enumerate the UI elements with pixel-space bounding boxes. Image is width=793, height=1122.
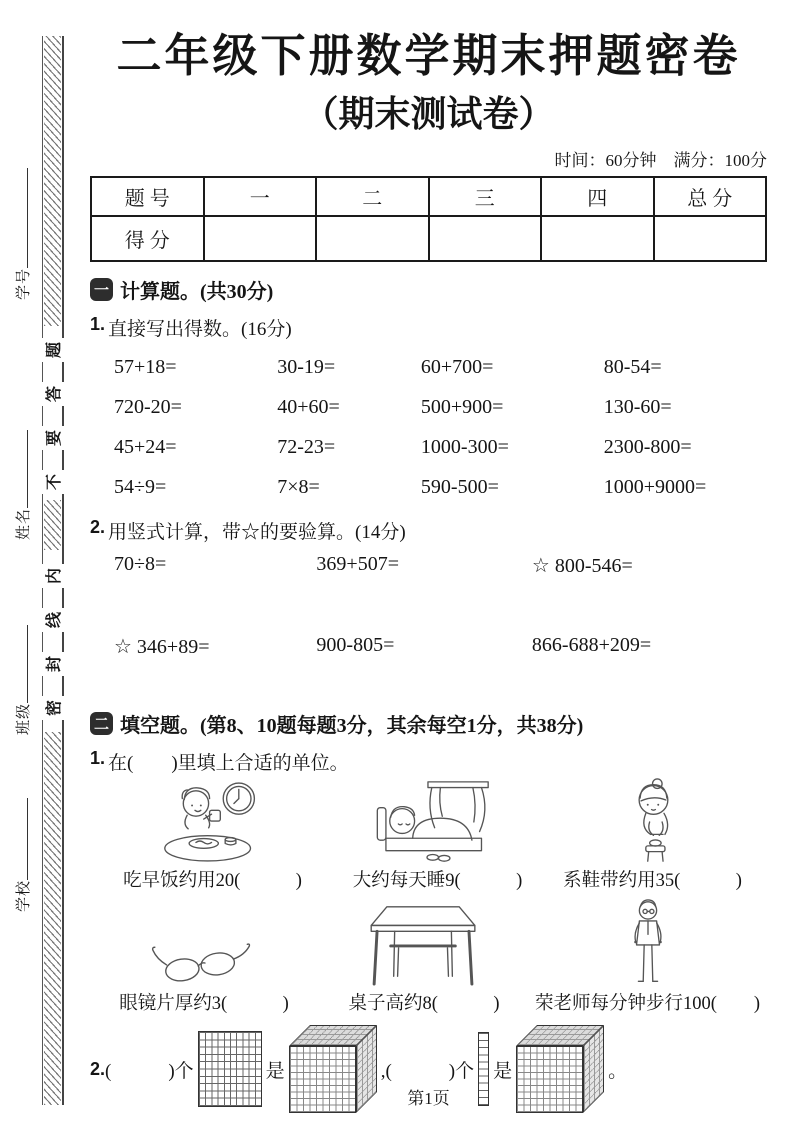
seal-text-char: 密 — [32, 696, 72, 720]
eyeglasses-illustration — [145, 936, 263, 988]
score-cell-blank — [654, 216, 767, 261]
oral-calculation-grid — [114, 356, 767, 499]
seal-hatch-band-middle — [44, 500, 61, 550]
student-name-blank-line — [13, 430, 28, 508]
page-number: 第1页 — [407, 1089, 450, 1108]
student-name-label: 姓名 — [16, 507, 32, 540]
problem: 57+18= — [114, 356, 177, 379]
problem: 590-500= — [420, 476, 499, 499]
problem: 369+507= — [316, 553, 399, 576]
student-id-field — [12, 168, 33, 300]
walking-teacher-illustration — [625, 898, 671, 988]
unit-caption: 系鞋带约用35( ) — [563, 871, 742, 892]
unit-item — [318, 900, 530, 1015]
seal-text-char: 内 — [32, 564, 72, 588]
question-text: 是 — [265, 1060, 285, 1082]
unit-caption: 桌子高约8( ) — [348, 994, 500, 1015]
score-cell-blank — [316, 216, 429, 261]
paper-content — [90, 28, 767, 1113]
seal-hatch-band-bottom — [44, 732, 61, 1105]
problem: 70÷8= — [114, 553, 167, 576]
unit-caption: 大约每天睡9( ) — [352, 871, 523, 892]
problem: 54÷9= — [114, 476, 167, 499]
exam-time-score-meta: 时间：60分钟 满分：100分 — [554, 151, 767, 171]
breakfast-clock-illustration — [157, 779, 269, 865]
unit-item — [530, 898, 765, 1015]
seal-text-char: 封 — [32, 652, 72, 676]
problem: 30-19= — [277, 356, 336, 379]
sleeping-bed-illustration — [372, 779, 504, 865]
problem: 7×8= — [277, 476, 320, 499]
unit-item — [335, 779, 540, 892]
seal-text-char: 答 — [32, 382, 72, 406]
unit-pictures-row-2 — [90, 898, 767, 1015]
question-number: 1. — [90, 748, 106, 769]
score-cell-blank — [204, 216, 317, 261]
score-cell-blank — [541, 216, 654, 261]
problem: 1000+9000= — [603, 476, 707, 499]
unit-pictures-row-1 — [90, 777, 767, 892]
page-subtitle: （期末测试卷） — [302, 94, 555, 135]
seal-text-char: 题 — [32, 338, 72, 362]
problem: 866-688+209= — [531, 634, 652, 657]
problem: 40+60= — [277, 396, 340, 419]
section-calculation-title: 计算题。(共30分) — [120, 281, 274, 304]
question-text: ,( )个 — [380, 1060, 475, 1082]
score-table-header-cell: 题 号 — [91, 177, 204, 216]
seal-text-char: 不 — [32, 470, 72, 494]
seal-hatch-band-top — [44, 36, 61, 326]
problem: 720-20= — [114, 396, 182, 419]
question-1-title — [90, 314, 767, 341]
question-text: 。 — [608, 1060, 628, 1082]
student-id-label: 学号 — [16, 267, 32, 300]
unit-caption: 荣老师每分钟步行100( ) — [534, 994, 761, 1015]
unit-item — [90, 779, 335, 892]
desk-illustration — [365, 900, 483, 988]
question-text: ( )个 — [105, 1060, 194, 1082]
unit-item — [90, 936, 318, 1015]
problem: ☆ 800-546= — [531, 555, 633, 578]
problem: 130-60= — [603, 396, 672, 419]
score-table — [90, 176, 767, 262]
class-blank-line — [13, 625, 28, 703]
question-text: 是 — [493, 1060, 513, 1082]
seal-text-char: 要 — [32, 426, 72, 450]
section-two-badge-icon: 二 — [90, 712, 113, 735]
page-title: 二年级下册数学期末押题密卷 — [116, 31, 741, 81]
problem: 72-23= — [277, 436, 336, 459]
fill-question-1-title — [90, 748, 767, 775]
problem: 45+24= — [114, 436, 177, 459]
section-one-badge-icon: 一 — [90, 278, 113, 301]
problem: 500+900= — [420, 396, 504, 419]
class-label: 班级 — [16, 702, 32, 735]
problem: 60+700= — [420, 356, 494, 379]
problem: 80-54= — [603, 356, 662, 379]
problem: 2300-800= — [603, 436, 692, 459]
score-table-header-cell: 总 分 — [654, 177, 767, 216]
school-blank-line — [13, 798, 28, 880]
score-table-header-row — [91, 177, 766, 216]
unit-caption: 吃早饭约用20( ) — [123, 871, 302, 892]
tying-shoes-illustration — [617, 777, 689, 865]
vertical-calculation-row — [114, 634, 767, 659]
seal-text-char: 线 — [32, 608, 72, 632]
unit-caption: 眼镜片厚约3( ) — [119, 994, 289, 1015]
question-number: 2. — [90, 517, 106, 538]
problem: 900-805= — [316, 634, 395, 657]
problem: 1000-300= — [420, 436, 509, 459]
score-table-header-cell: 四 — [541, 177, 654, 216]
question-text: 在( )里填上合适的单位。 — [108, 753, 349, 775]
question-number: 2. — [90, 1058, 106, 1079]
vertical-calculation-row — [114, 553, 767, 578]
score-table-header-cell: 一 — [204, 177, 317, 216]
school-field — [12, 798, 33, 912]
student-name-field — [12, 430, 33, 540]
section-fill-blank-header — [90, 709, 767, 738]
score-table-score-row — [91, 216, 766, 261]
student-id-blank-line — [13, 168, 28, 268]
problem: ☆ 346+89= — [114, 636, 210, 659]
score-table-header-cell: 三 — [429, 177, 542, 216]
question-text: 直接写出得数。(16分) — [108, 319, 292, 341]
section-calculation-header — [90, 275, 767, 304]
school-label: 学校 — [16, 879, 32, 912]
score-table-header-cell: 二 — [316, 177, 429, 216]
question-text: 用竖式计算，带☆的要验算。(14分) — [108, 522, 406, 544]
section-fill-blank-title: 填空题。(第8、10题每题3分，其余每空1分，共38分) — [120, 715, 584, 738]
question-2-title — [90, 517, 767, 544]
question-number: 1. — [90, 314, 106, 335]
unit-item — [540, 777, 765, 892]
class-field — [12, 625, 33, 735]
score-cell-blank — [429, 216, 542, 261]
score-row-label: 得 分 — [91, 216, 204, 261]
